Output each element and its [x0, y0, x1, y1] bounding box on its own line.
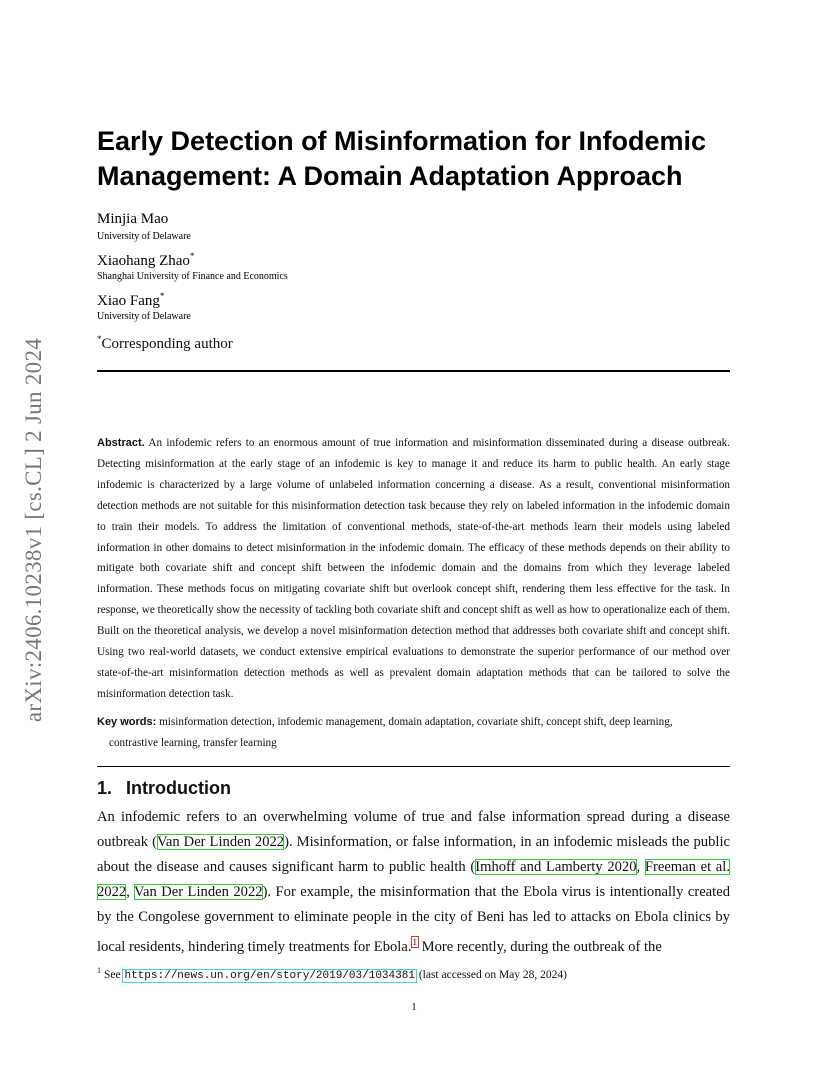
- title-line-1: Early Detection of Misinformation for Infodemic: [97, 126, 707, 156]
- footnote-prefix: See: [104, 968, 124, 981]
- keywords-rule: [97, 766, 730, 767]
- corresponding-author-note: [97, 334, 233, 353]
- intro-text: An infodemic refers to an overwhelming volume of true and false information spread during a disease outbreak (: [97, 809, 730, 850]
- section-title: Introduction: [126, 778, 231, 798]
- arxiv-identifier: arXiv:2406.10238v1 [cs.CL] 2 Jun 2024: [21, 337, 46, 723]
- arxiv-sidebar-stamp: [14, 300, 54, 760]
- citation-link[interactable]: Van Der Linden 2022: [156, 834, 285, 850]
- author-1-name: Minjia Mao: [97, 211, 169, 227]
- abstract: [97, 433, 730, 705]
- author-name-3: [97, 291, 164, 310]
- corresponding-text: Corresponding author: [101, 336, 233, 352]
- keywords: [97, 712, 730, 754]
- abstract-label: Abstract.: [97, 437, 145, 449]
- footnote-url-link[interactable]: https://news.un.org/en/story/2019/03/1034381: [124, 969, 415, 982]
- title-rule: [97, 370, 730, 372]
- footnote-ref-link[interactable]: 1: [412, 937, 417, 947]
- author-name-2: [97, 251, 194, 270]
- footnote-suffix: (last accessed on May 28, 2024): [415, 968, 567, 981]
- citation-link[interactable]: Imhoff and Lamberty 2020: [475, 859, 637, 875]
- paper-title: [97, 124, 737, 194]
- keywords-label: Key words:: [97, 716, 157, 728]
- corresponding-mark: *: [159, 291, 165, 301]
- page-number: 1: [411, 1001, 417, 1013]
- intro-text: ,: [636, 859, 645, 875]
- citation-link[interactable]: Van Der Linden 2022: [134, 884, 263, 900]
- corresponding-mark: *: [97, 334, 102, 344]
- author-2-name: Xiaohang Zhao: [97, 253, 190, 269]
- author-3-name: Xiao Fang: [97, 293, 160, 309]
- section-heading: [97, 778, 231, 799]
- citation-link[interactable]: Freeman et al. 2022: [97, 859, 730, 900]
- intro-text: ). For example, the misinformation that the Ebola virus is intentionally created by the Congolese government to eliminate people in the city of Beni has led to attacks on Ebola clinics by local residents, hindering timely treatments for Ebola.: [97, 884, 730, 955]
- keywords-line-1: misinformation detection, infodemic management, domain adaptation, covariate shift, concept shift, deep learning,: [159, 716, 673, 728]
- abstract-text: An infodemic refers to an enormous amount of true information and misinformation disseminated during a disease outbreak. Detecting misinformation at the early stage of an infodemic is key to manage it and reduce its harm to public health. An early stage infodemic is characterized by a large volume of unlabeled information concerning a disease. As a result, conventional misinformation detection methods are not suitable for this misinformation detection task because they rely on labeled information in the infodemic domain to train their models. To address the limitation of conventional methods, state-of-the-art methods learn their models using labeled information in other domains to detect misinformation in the infodemic domain. The efficacy of these methods depends on their ability to mitigate both covariate shift and concept shift between the infodemic domain and the domains from which they leverage labeled information. These methods focus on mitigating covariate shift but overlook concept shift, rendering them less effective for the task. In response, we theoretically show the necessity of tackling both covariate shift and concept shift as well as how to operationalize each of them. Built on the theoretical analysis, we develop a novel misinformation detection method that addresses both covariate shift and concept shift. Using two real-world datasets, we conduct extensive empirical evaluations to demonstrate the superior performance of our method over state-of-the-art misinformation detection methods as well as prevalent domain adaptation methods that can be tailored to solve the misinformation detection task.: [97, 437, 730, 700]
- intro-text: ,: [126, 884, 135, 900]
- author-name-1: [97, 211, 168, 228]
- introduction-paragraph: [97, 805, 730, 960]
- keywords-line-2: contrastive learning, transfer learning: [109, 737, 277, 749]
- section-number: 1.: [97, 778, 113, 798]
- footnote: [97, 966, 730, 982]
- author-affiliation-2: Shanghai University of Finance and Economics: [97, 271, 288, 282]
- author-affiliation-3: University of Delaware: [97, 311, 191, 322]
- footnote-mark: 1: [97, 966, 101, 975]
- intro-text: ). Misinformation, or false information, in an infodemic misleads the public about the disease and causes significant harm to public health (: [97, 834, 730, 875]
- author-affiliation-1: University of Delaware: [97, 231, 191, 242]
- corresponding-mark: *: [189, 251, 195, 261]
- title-line-2: Management: A Domain Adaptation Approach: [97, 161, 683, 191]
- intro-text: More recently, during the outbreak of the: [418, 938, 662, 955]
